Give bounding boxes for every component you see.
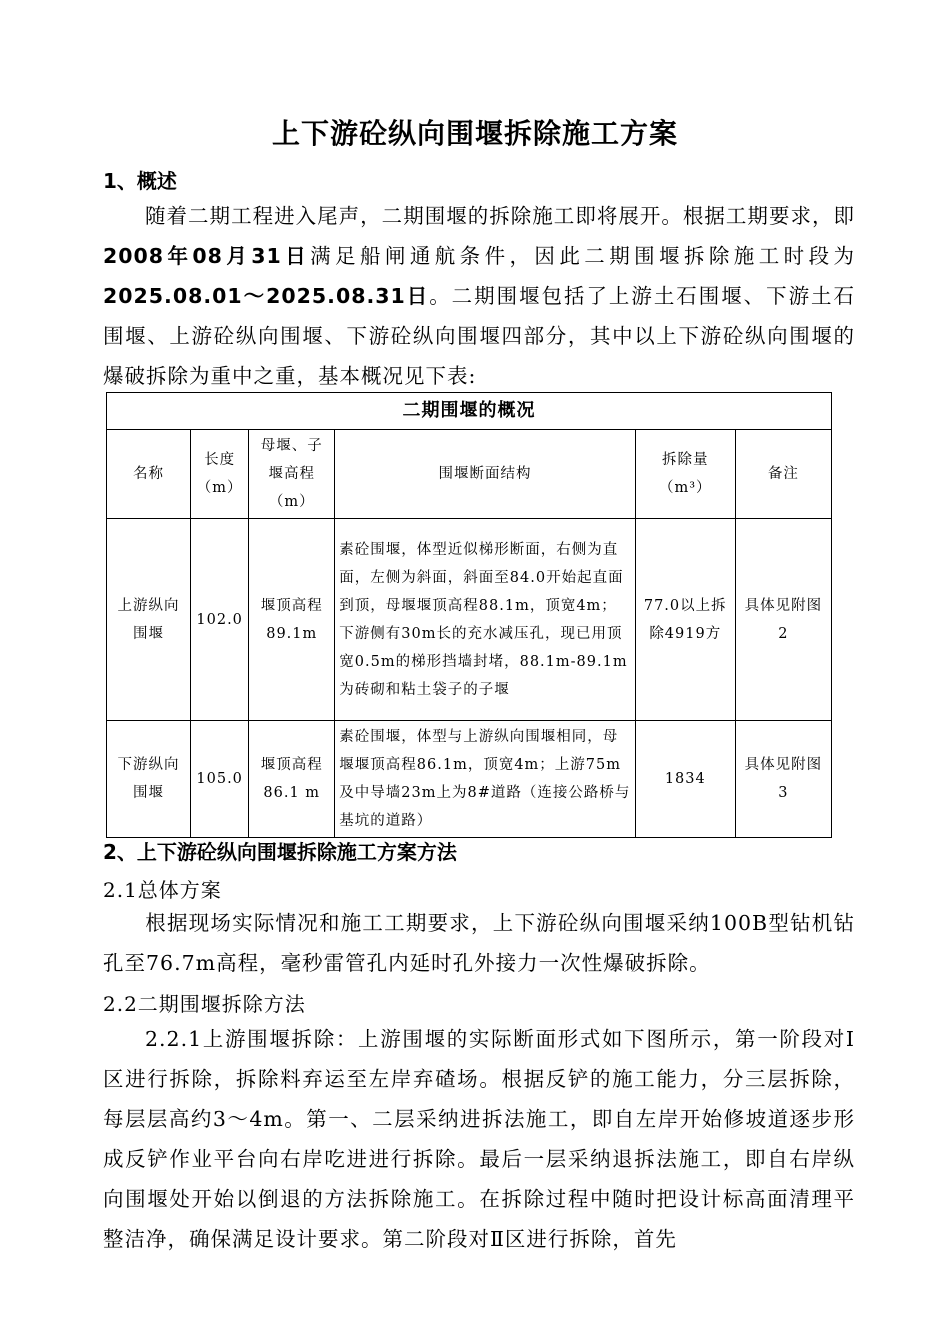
- table-header-cell: 备注: [735, 430, 831, 519]
- table-cell: 素砼围堰，体型与上游纵向围堰相同，母堰堰顶高程86.1m，顶宽4m；上游75m及中导墙23m上为8#道路（连接公路桥与基坑的道路）: [335, 721, 635, 838]
- table-header-cell: 拆除量（m³）: [635, 430, 735, 519]
- table-caption: 二期围堰的概况: [107, 393, 832, 430]
- subsection-2-2-heading: 2.2二期围堰拆除方法: [103, 992, 306, 1016]
- table-cell: 上游纵向围堰: [107, 519, 191, 721]
- table-row: [107, 519, 832, 721]
- section-2-2-paragraph: [103, 1019, 855, 1259]
- table-row: [107, 721, 832, 838]
- table-cell: 堰顶高程89.1m: [249, 519, 335, 721]
- overview-text-2: 满足船闸通航条件，因此二期围堰拆除施工时段为: [310, 244, 855, 268]
- section-1-paragraph: [103, 196, 855, 396]
- upstream-removal-text: 2.2.1上游围堰拆除：上游围堰的实际断面形式如下图所示，第一阶段对Ⅰ区进行拆除，拆除料弃运至左岸弃碴场。根据反铲的施工能力，分三层拆除，每层层高约3～4m。第一、二层采纳进拆法施工，即自左岸开始修坡道逐步形成反铲作业平台向右岸吃进进行拆除。最后一层采纳退拆法施工，即自右岸纵向围堰处开始以倒退的方法拆除施工。在拆除过程中随时把设计标高面清理平整洁净，确保满足设计要求。第二阶段对Ⅱ区进行拆除，首先: [103, 1027, 855, 1251]
- table-cell: 堰顶高程86.1 m: [249, 721, 335, 838]
- section-1-heading: 1、概述: [103, 169, 177, 193]
- page-title: 上下游砼纵向围堰拆除施工方案: [271, 117, 678, 150]
- overview-date-range: 2025.08.01～2025.08.31日: [103, 284, 430, 308]
- table-cell: 102.0: [191, 519, 249, 721]
- table-cell: 具体见附图2: [735, 519, 831, 721]
- cofferdam-overview-table: [106, 392, 832, 838]
- overview-date-1: 2008年08月31日: [103, 244, 311, 268]
- table-header-cell: 母堰、子堰高程（m）: [249, 430, 335, 519]
- table-header-cell: 长度（m）: [191, 430, 249, 519]
- overview-text-1: 随着二期工程进入尾声，二期围堰的拆除施工即将展开。根据工期要求，即: [145, 204, 855, 228]
- overall-plan-text: 根据现场实际情况和施工工期要求，上下游砼纵向围堰采纳100B型钻机钻孔至76.7m高程，毫秒雷管孔内延时孔外接力一次性爆破拆除。: [103, 911, 855, 975]
- section-2-heading: 2、上下游砼纵向围堰拆除施工方案方法: [103, 840, 457, 864]
- table-header-cell: 名称: [107, 430, 191, 519]
- table-cell: 77.0以上拆除4919方: [635, 519, 735, 721]
- table-cell: 105.0: [191, 721, 249, 838]
- subsection-2-1-heading: 2.1总体方案: [103, 878, 222, 902]
- table-cell: 1834: [635, 721, 735, 838]
- table-cell: 具体见附图3: [735, 721, 831, 838]
- overview-text-3: 。二期围堰包括了上游土石围堰、下游土石围堰、上游砼纵向围堰、下游砼纵向围堰四部分，其中以上下游砼纵向围堰的爆破拆除为重中之重，基本概况见下表:: [103, 284, 856, 388]
- table-header-cell: 围堰断面结构: [335, 430, 635, 519]
- table-cell: 素砼围堰，体型近似梯形断面，右侧为直面，左侧为斜面，斜面至84.0开始起直面到顶，母堰堰顶高程88.1m，顶宽4m；下游侧有30m长的充水减压孔，现已用顶宽0.5m的梯形挡墙封堵，88.1m-89.1m为砖砌和粘土袋子的子堰: [335, 519, 635, 721]
- table-cell: 下游纵向围堰: [107, 721, 191, 838]
- section-2-1-paragraph: [103, 903, 855, 983]
